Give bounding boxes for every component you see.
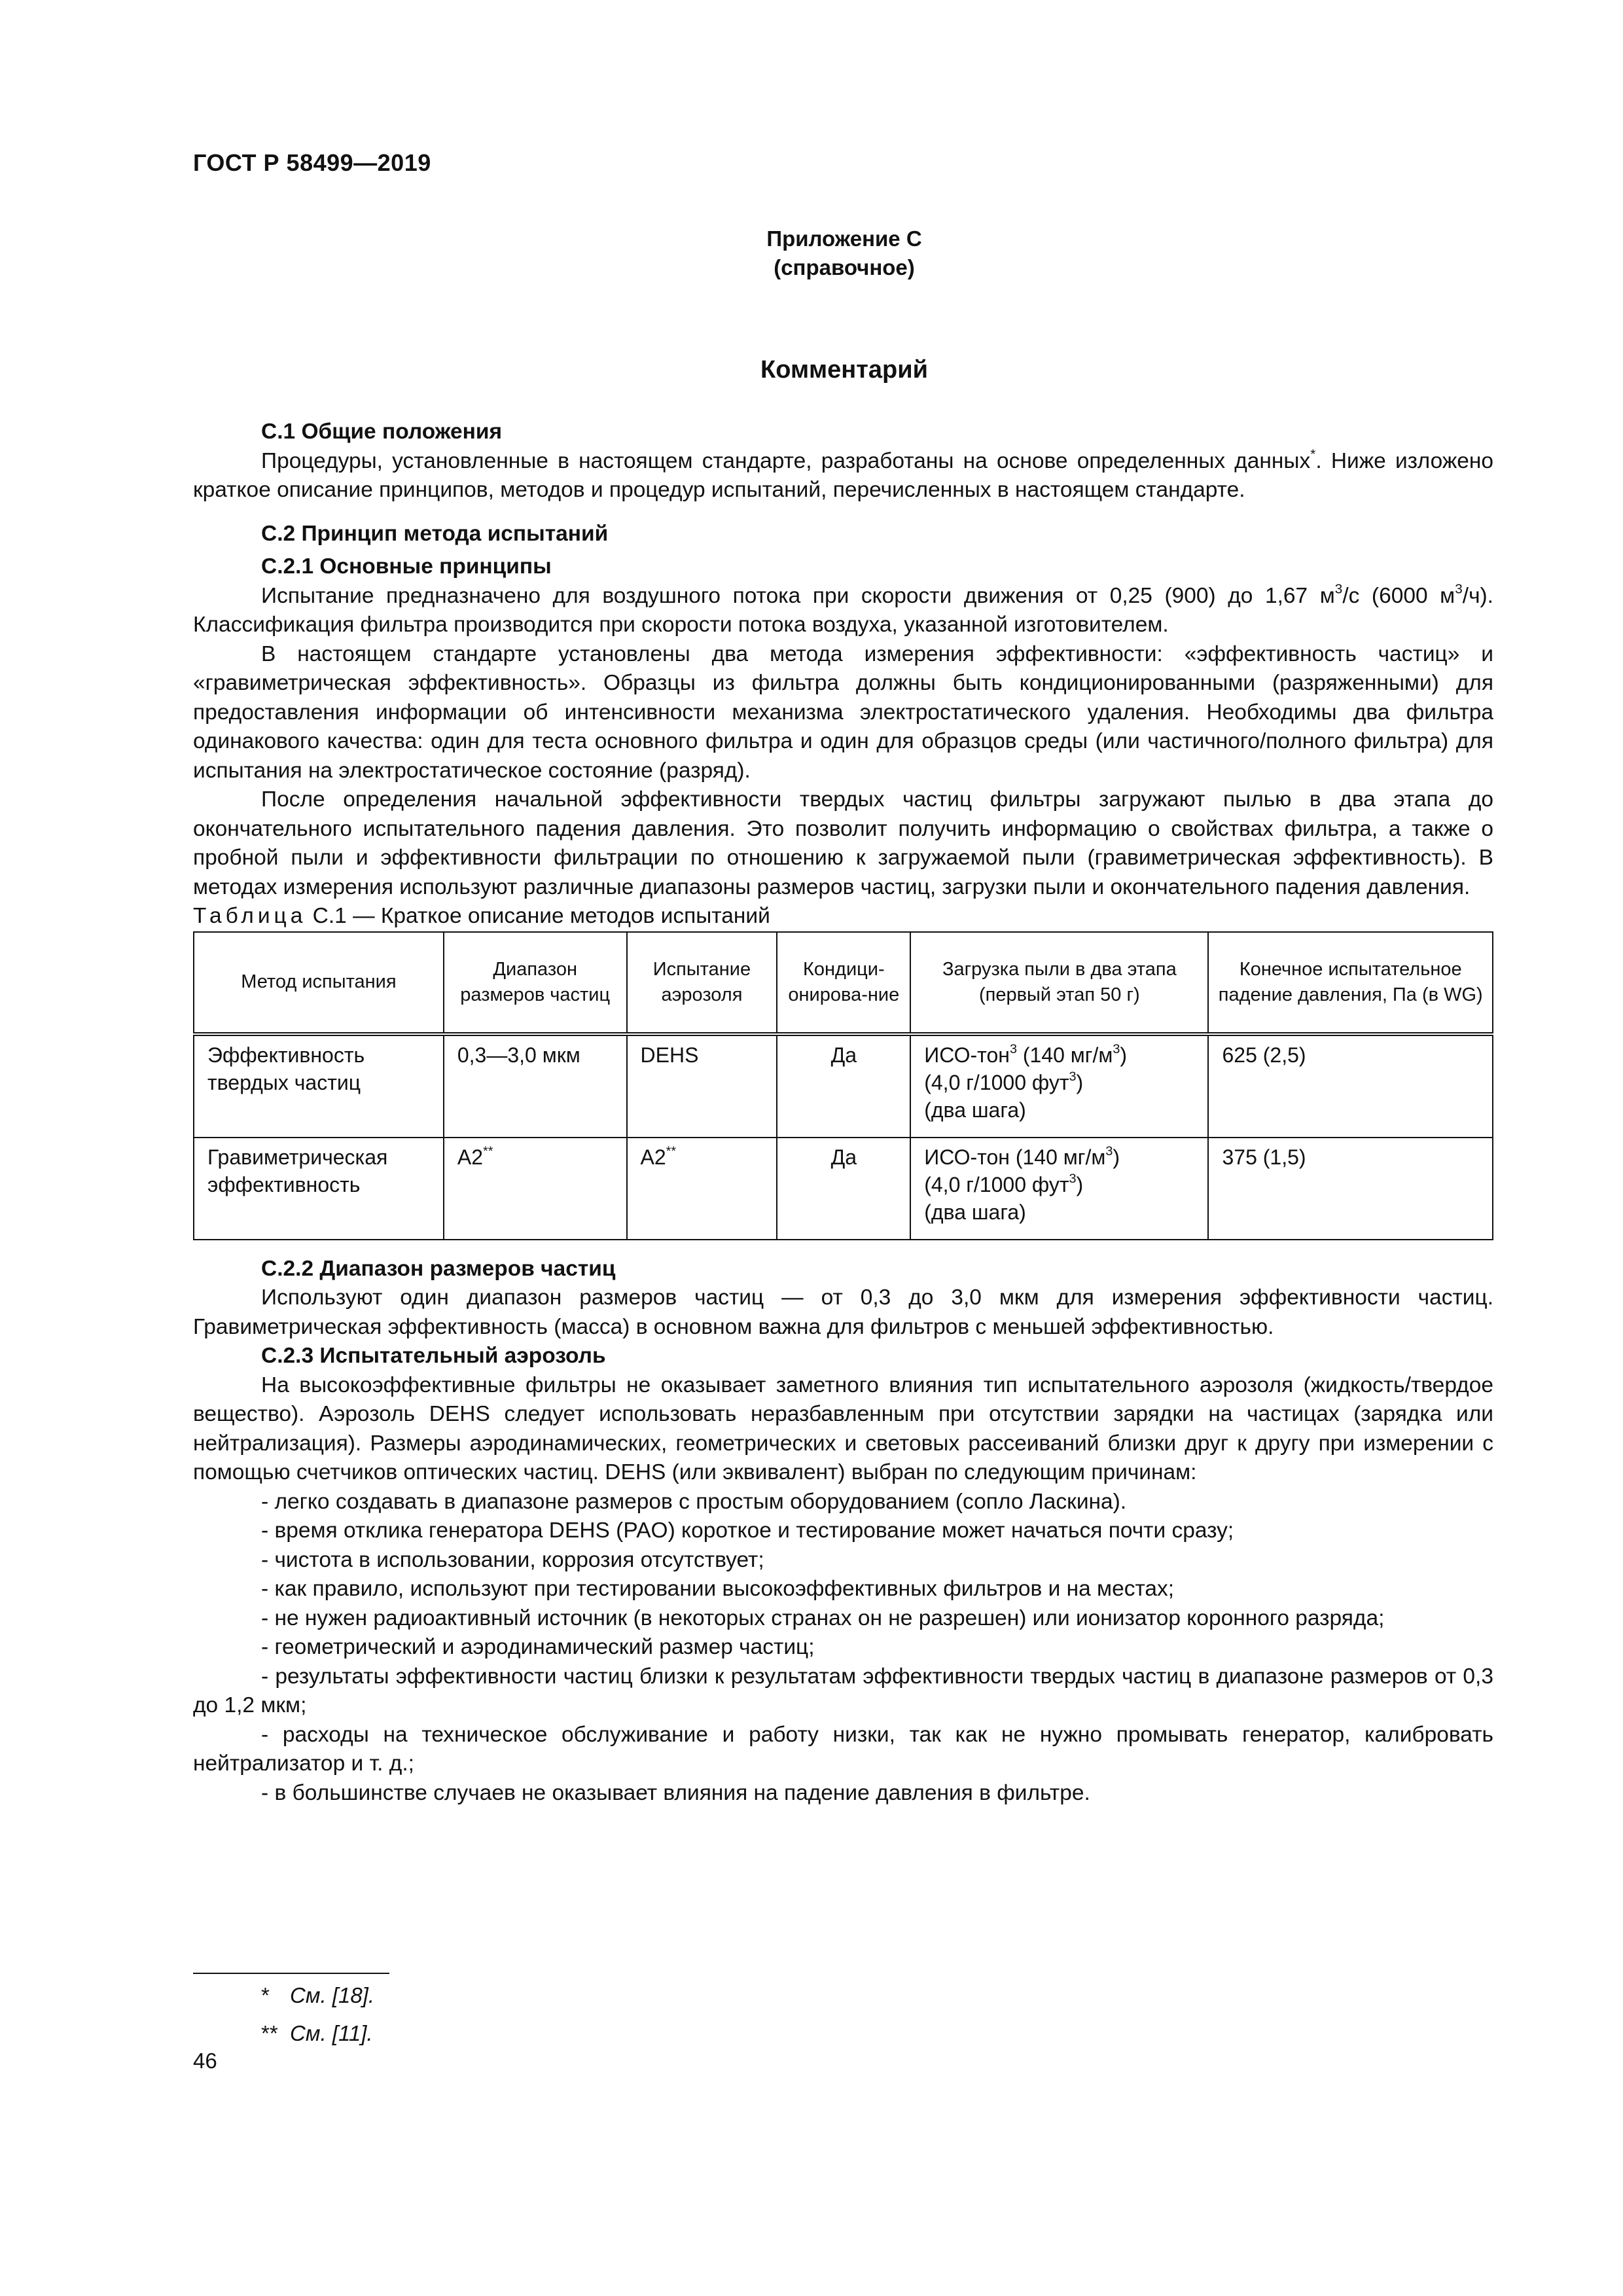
table-header-cell: Испытание аэрозоля bbox=[627, 932, 777, 1034]
text-run: ) bbox=[1076, 1172, 1084, 1196]
superscript: 3 bbox=[1334, 581, 1343, 596]
footnote bbox=[261, 2015, 374, 2053]
appendix-title-block bbox=[0, 224, 1623, 282]
heading-c2: С.2 Принцип метода испытаний bbox=[261, 521, 609, 546]
table-caption-label: Таблица bbox=[193, 904, 307, 928]
text-line bbox=[924, 1171, 1194, 1198]
list-item: - чистота в использовании, коррозия отсутствует; bbox=[261, 1547, 764, 1572]
table-cell-method: Гравиметрическая эффективность bbox=[194, 1138, 444, 1240]
methods-table bbox=[193, 931, 1493, 1240]
heading-c21: С.2.1 Основные принципы bbox=[261, 554, 552, 579]
footnotes bbox=[261, 1977, 374, 2053]
heading-c23: С.2.3 Испытательный аэрозоль bbox=[261, 1344, 606, 1368]
superscript: 3 bbox=[1105, 1143, 1113, 1158]
appendix-title: Приложение С bbox=[766, 226, 922, 251]
table-cell-dust-load bbox=[910, 1138, 1208, 1240]
paragraph-c1 bbox=[193, 447, 1493, 505]
superscript: 3 bbox=[1009, 1041, 1017, 1056]
footnote-mark: * bbox=[261, 1983, 270, 2007]
paragraph-c21-3: После определения начальной эффективности твердых частиц фильтры загружают пылью в два этапа до окончательного испытательного падения давления. Это позволит получить информацию о свойствах фильтра, а также о пробной пыли и эффективности фильтрации по отношению к загружаемой пыли (гравиметрическая эффективность). В методах измерения используют различные диапазоны размеров частиц, загрузки пыли и окончательного падения давления. bbox=[193, 787, 1493, 899]
table-header-row bbox=[194, 932, 1493, 1034]
footnote-text: См. [18]. bbox=[290, 1983, 375, 2007]
document-body bbox=[193, 418, 1493, 1808]
section-title: Комментарий bbox=[760, 356, 928, 384]
table-header-cell: Загрузка пыли в два этапа (первый этап 50 г) bbox=[910, 932, 1208, 1034]
paragraph-c21-2: В настоящем стандарте установлены два метода измерения эффективности: «эффективность частиц» и «гравиметрическая эффективность». Образцы из фильтра должны быть кондиционированными (разряженными) для предоставления информации об интенсивности механизма электростатического удаления. Необходимы два фильтра одинакового качества: один для теста основного фильтра и один для образцов среды (или частичного/полного фильтра) для испытания на электростатическое состояние (разряд). bbox=[193, 641, 1493, 783]
table-caption-text: С.1 — Краткое описание методов испытаний bbox=[306, 904, 770, 928]
superscript: 3 bbox=[1069, 1171, 1077, 1186]
table-cell-aerosol bbox=[627, 1138, 777, 1240]
footnote-mark: ** bbox=[261, 2021, 278, 2045]
appendix-subtitle: (справочное) bbox=[774, 255, 915, 279]
text-run: ) bbox=[1113, 1145, 1120, 1169]
table-header-cell: Конечное испытательное падение давления, Па (в WG) bbox=[1208, 932, 1493, 1034]
footnote bbox=[261, 1977, 374, 2015]
table-cell-pressure: 375 (1,5) bbox=[1208, 1138, 1493, 1240]
superscript: ** bbox=[666, 1143, 677, 1158]
text-run: Испытание предназначено для воздушного потока при скорости движения от 0,25 (900) до 1,67 м bbox=[261, 583, 1335, 608]
text-run: ) bbox=[1120, 1043, 1128, 1067]
text-line: (два шага) bbox=[924, 1098, 1026, 1122]
table-row bbox=[194, 1034, 1493, 1138]
paragraph-c22: Используют один диапазон размеров частиц — от 0,3 до 3,0 мкм для измерения эффективности частиц. Гравиметрическая эффективность (масса) в основном важна для фильтров с меньшей эффективностью. bbox=[193, 1285, 1493, 1339]
text-run: DEHS bbox=[640, 1043, 699, 1067]
heading-c22: С.2.2 Диапазон размеров частиц bbox=[261, 1256, 616, 1281]
text-run: /ч). Классификация фильтра производится при скорости потока воздуха, указанной изготовителем. bbox=[193, 583, 1493, 637]
list-item: - легко создавать в диапазоне размеров с простым оборудованием (сопло Ласкина). bbox=[261, 1489, 1127, 1514]
text-run: Процедуры, установленные в настоящем стандарте, разработаны на основе определенных данных bbox=[261, 448, 1311, 473]
text-run: (4,0 г/1000 фут bbox=[924, 1172, 1069, 1196]
footnote-ref: * bbox=[1310, 446, 1316, 461]
text-run: (4,0 г/1000 фут bbox=[924, 1070, 1069, 1094]
superscript: ** bbox=[482, 1143, 493, 1158]
table-cell-range bbox=[444, 1138, 627, 1240]
table-cell-pressure: 625 (2,5) bbox=[1208, 1034, 1493, 1138]
table-cell-conditioning: Да bbox=[777, 1138, 910, 1240]
list-item: - время отклика генератора DEHS (PAO) короткое и тестирование может начаться почти сразу; bbox=[261, 1518, 1234, 1543]
text-run: (140 мг/м bbox=[1009, 1145, 1106, 1169]
paragraph-c21-1 bbox=[193, 582, 1493, 640]
list-item: - не нужен радиоактивный источник (в некоторых странах он не разрешен) или ионизатор коронного разряда; bbox=[261, 1605, 1385, 1630]
text-run: 0,3—3,0 мкм bbox=[457, 1043, 580, 1067]
list-item: - геометрический и аэродинамический размер частиц; bbox=[261, 1635, 815, 1659]
superscript: 3 bbox=[1069, 1069, 1077, 1084]
text-run: ИСО-тон bbox=[924, 1145, 1010, 1169]
list-item: - результаты эффективности частиц близки к результатам эффективности твердых частиц в диапазоне размеров от 0,3 до 1,2 мкм; bbox=[193, 1664, 1493, 1717]
superscript: 3 bbox=[1113, 1041, 1120, 1056]
text-line bbox=[924, 1041, 1194, 1069]
document-id: ГОСТ Р 58499—2019 bbox=[193, 149, 431, 176]
table-cell-method: Эффективность твердых частиц bbox=[194, 1034, 444, 1138]
table-cell-range bbox=[444, 1034, 627, 1138]
footnote-text: См. [11]. bbox=[290, 2021, 373, 2045]
table-cell-dust-load bbox=[910, 1034, 1208, 1138]
table-cell-conditioning: Да bbox=[777, 1034, 910, 1138]
paragraph-c23: На высокоэффективные фильтры не оказывает заметного влияния тип испытательного аэрозоля (жидкость/твердое вещество). Аэрозоль DEHS следует использовать неразбавленным при отсутствии зарядки на частицах (зарядка или нейтрализация). Размеры аэродинамических, геометрических и световых рассеиваний близки друг к другу при измерении с помощью счетчиков оптических частиц. DEHS (или эквивалент) выбран по следующим причинам: bbox=[193, 1372, 1493, 1484]
table-header-cell: Кондици-онирова-ние bbox=[777, 932, 910, 1034]
text-run: /с (6000 м bbox=[1342, 583, 1455, 608]
text-run: ИСО-тон bbox=[924, 1043, 1010, 1067]
text-run: (140 мг/м bbox=[1016, 1043, 1113, 1067]
list-item: - в большинстве случаев не оказывает влияния на падение давления в фильтре. bbox=[261, 1780, 1090, 1805]
list-item: - как правило, используют при тестировании высокоэффективных фильтров и на местах; bbox=[261, 1577, 1175, 1601]
text-line bbox=[924, 1069, 1194, 1096]
footnote-divider bbox=[193, 1973, 389, 1974]
text-line: (два шага) bbox=[924, 1200, 1026, 1224]
heading-c1: С.1 Общие положения bbox=[261, 420, 503, 444]
text-run: . Ниже изложено краткое описание принципов, методов и процедур испытаний, перечисленных в настоящем стандарте. bbox=[193, 448, 1493, 502]
page-number: 46 bbox=[193, 2049, 217, 2073]
table-cell-aerosol bbox=[627, 1034, 777, 1138]
text-run: А2 bbox=[640, 1145, 666, 1169]
text-line bbox=[924, 1143, 1194, 1171]
table-caption bbox=[193, 902, 1493, 931]
text-run: ) bbox=[1076, 1070, 1084, 1094]
table-header-cell: Диапазон размеров частиц bbox=[444, 932, 627, 1034]
superscript: 3 bbox=[1455, 581, 1463, 596]
table-row bbox=[194, 1138, 1493, 1240]
list-item: - расходы на техническое обслуживание и работу низки, так как не нужно промывать генератор, калибровать нейтрализатор и т. д.; bbox=[193, 1722, 1493, 1776]
text-run: А2 bbox=[457, 1145, 483, 1169]
table-header-cell: Метод испытания bbox=[194, 932, 444, 1034]
